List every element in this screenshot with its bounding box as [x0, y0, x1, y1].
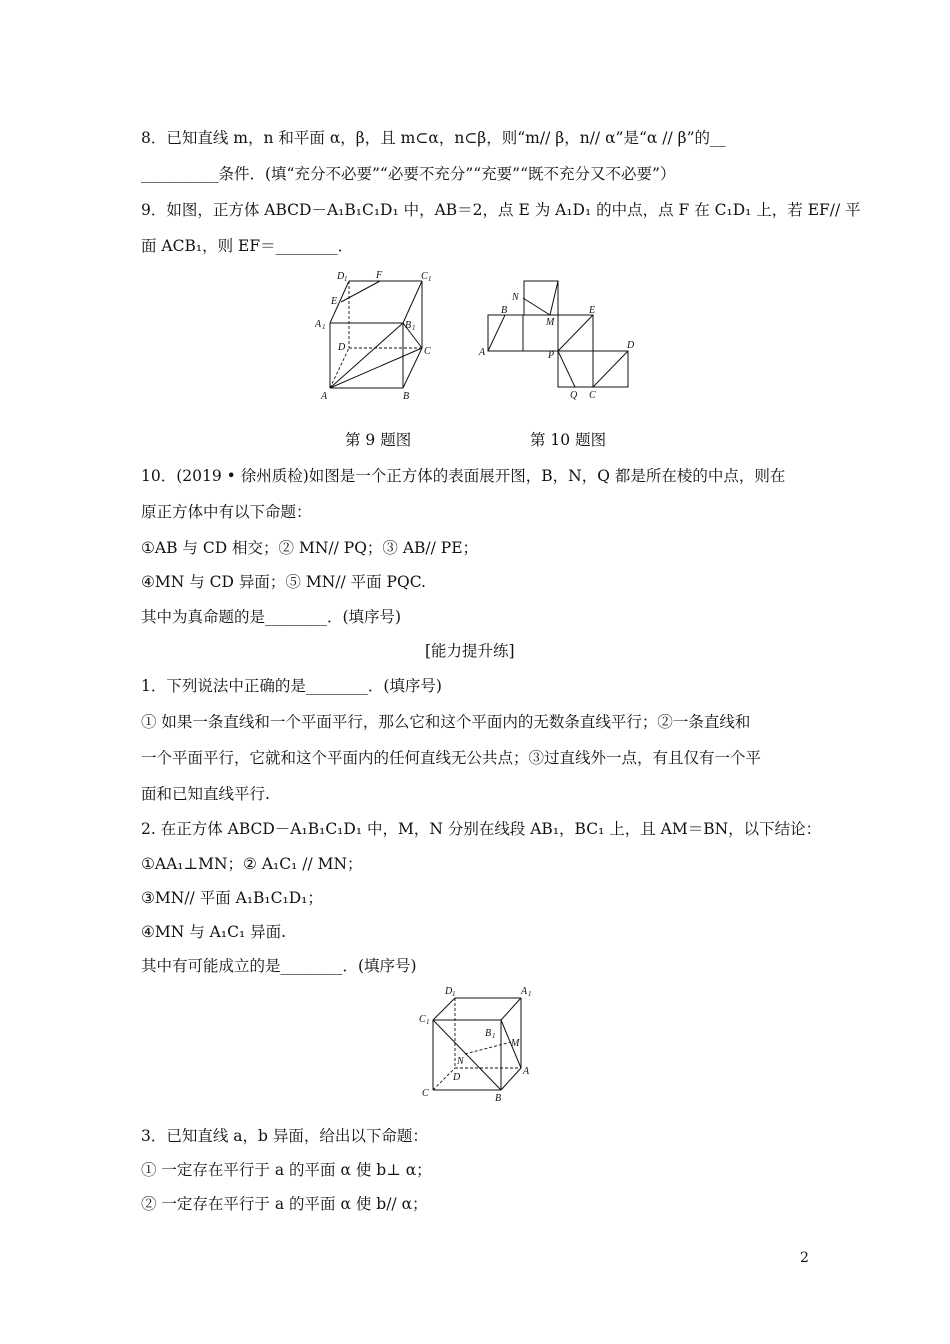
label-f: F	[376, 270, 383, 281]
segment-cd	[593, 351, 628, 387]
p3-line-1: 3．已知直线 a，b 异面，给出以下命题：	[141, 1127, 428, 1145]
label-a1-sub: 1	[528, 990, 532, 998]
edge-bc	[403, 348, 422, 388]
net-face-4	[558, 351, 593, 387]
label-e: E	[331, 296, 338, 307]
label-b1: B	[405, 320, 412, 331]
p2-line-2: ①AA₁⊥MN；② A₁C₁ // MN；	[141, 855, 363, 873]
p1-line-4: 面和已知直线平行.	[141, 785, 270, 803]
label-a: A	[321, 391, 328, 402]
label-d: D	[338, 342, 346, 353]
label-b: B	[403, 391, 410, 402]
p1-line-1: 1．下列说法中正确的是________．(填序号)	[141, 677, 442, 695]
label-c1: C	[421, 271, 428, 282]
label-n: N	[457, 1056, 464, 1067]
label-d1-sub: 1	[344, 275, 348, 283]
hidden-cd	[433, 1068, 455, 1090]
section-title: [能力提升练]	[425, 642, 515, 660]
label-c1-sub: 1	[426, 1018, 430, 1026]
q10-line-5: 其中为真命题的是________．(填序号)	[141, 608, 402, 626]
p2-line-1: 2. 在正方体 ABCD－A₁B₁C₁D₁ 中，M，N 分别在线段 AB₁，BC₁ 上，且 AM＝BN，以下结论：	[141, 820, 822, 838]
figure-9-cube	[305, 268, 455, 408]
label-d: D	[627, 340, 635, 351]
edge-c1d1	[433, 998, 455, 1020]
label-e: E	[589, 305, 596, 316]
segment-mn	[465, 1042, 511, 1054]
label-c: C	[422, 1088, 429, 1099]
label-c: C	[424, 346, 431, 357]
label-a1: A	[315, 319, 322, 330]
label-m: M	[546, 317, 555, 328]
label-b: B	[495, 1093, 502, 1104]
figure-10-net	[478, 276, 643, 406]
label-d1-sub: 1	[452, 990, 456, 998]
segment-pq	[558, 351, 575, 387]
label-d: D	[453, 1072, 461, 1083]
p2-line-3: ③MN// 平面 A₁B₁C₁D₁；	[141, 889, 323, 907]
label-m: M	[511, 1038, 520, 1049]
label-n: N	[512, 292, 519, 303]
q8-line-2: __________条件．(填“充分不必要”“必要不充分”“充要”“既不充分又不必要”）	[141, 165, 676, 183]
figure-p2-cube	[413, 984, 548, 1104]
edge-b1a1	[501, 998, 521, 1020]
caption-fig-10: 第 10 题图	[530, 431, 607, 449]
segment-ab	[488, 315, 505, 351]
net-face-1	[488, 315, 523, 351]
label-c: C	[589, 390, 596, 401]
segment-m-top	[550, 281, 558, 315]
label-c1: C	[419, 1014, 426, 1025]
label-b1-sub: 1	[492, 1032, 496, 1040]
p2-line-5: 其中有可能成立的是________．(填序号)	[141, 957, 417, 975]
segment-nm-part	[523, 298, 550, 315]
label-b: B	[501, 305, 508, 316]
p1-line-3: 一个平面平行，它就和这个平面内的任何直线无公共点；③过直线外一点，有且仅有一个平	[141, 749, 762, 767]
edge-ba	[501, 1068, 521, 1090]
q8-line-1: 8．已知直线 m，n 和平面 α，β，且 m⊂α，n⊂β，则“m// β，n// α”是“α // β”的__	[141, 129, 726, 147]
label-a1-sub: 1	[322, 323, 326, 331]
label-a: A	[523, 1066, 530, 1077]
caption-fig-9: 第 9 题图	[345, 431, 412, 449]
hidden-ad	[330, 348, 349, 388]
q10-line-4: ④MN 与 CD 异面；⑤ MN// 平面 PQC.	[141, 573, 426, 591]
p1-line-2: ① 如果一条直线和一个平面平行，那么它和这个平面内的无数条直线平行；②一条直线和	[141, 713, 751, 731]
label-c1-sub: 1	[428, 275, 432, 283]
p2-line-4: ④MN 与 A₁C₁ 异面.	[141, 923, 287, 941]
q10-line-3: ①AB 与 CD 相交；② MN// PQ；③ AB// PE；	[141, 539, 479, 557]
p3-line-2: ① 一定存在平行于 a 的平面 α 使 b⊥ α；	[141, 1161, 432, 1179]
diag-ab1	[330, 323, 403, 388]
segment-pe	[558, 315, 593, 351]
label-q: Q	[570, 390, 578, 401]
q10-line-1: 10．(2019 • 徐州质检)如图是一个正方体的表面展开图，B，N，Q 都是所在棱的中点，则在	[141, 467, 786, 485]
p3-line-3: ② 一定存在平行于 a 的平面 α 使 b// α；	[141, 1195, 428, 1213]
diag-ac	[330, 348, 422, 388]
label-d1: D	[337, 271, 345, 282]
label-a1: A	[521, 986, 528, 997]
label-p: P	[548, 350, 555, 361]
label-a: A	[479, 347, 486, 358]
label-d1: D	[445, 986, 453, 997]
label-b1-sub: 1	[412, 324, 416, 332]
edge-b1c1	[403, 281, 422, 323]
q10-line-2: 原正方体中有以下命题：	[141, 503, 312, 521]
q9-line-2: 面 ACB₁，则 EF＝________．	[141, 237, 354, 255]
label-b1: B	[485, 1028, 492, 1039]
page-number: 2	[800, 1250, 809, 1266]
q9-line-1: 9．如图，正方体 ABCD－A₁B₁C₁D₁ 中，AB＝2，点 E 为 A₁D₁ 的中点，点 F 在 C₁D₁ 上，若 EF// 平	[141, 201, 861, 219]
segment-ef	[341, 281, 380, 302]
